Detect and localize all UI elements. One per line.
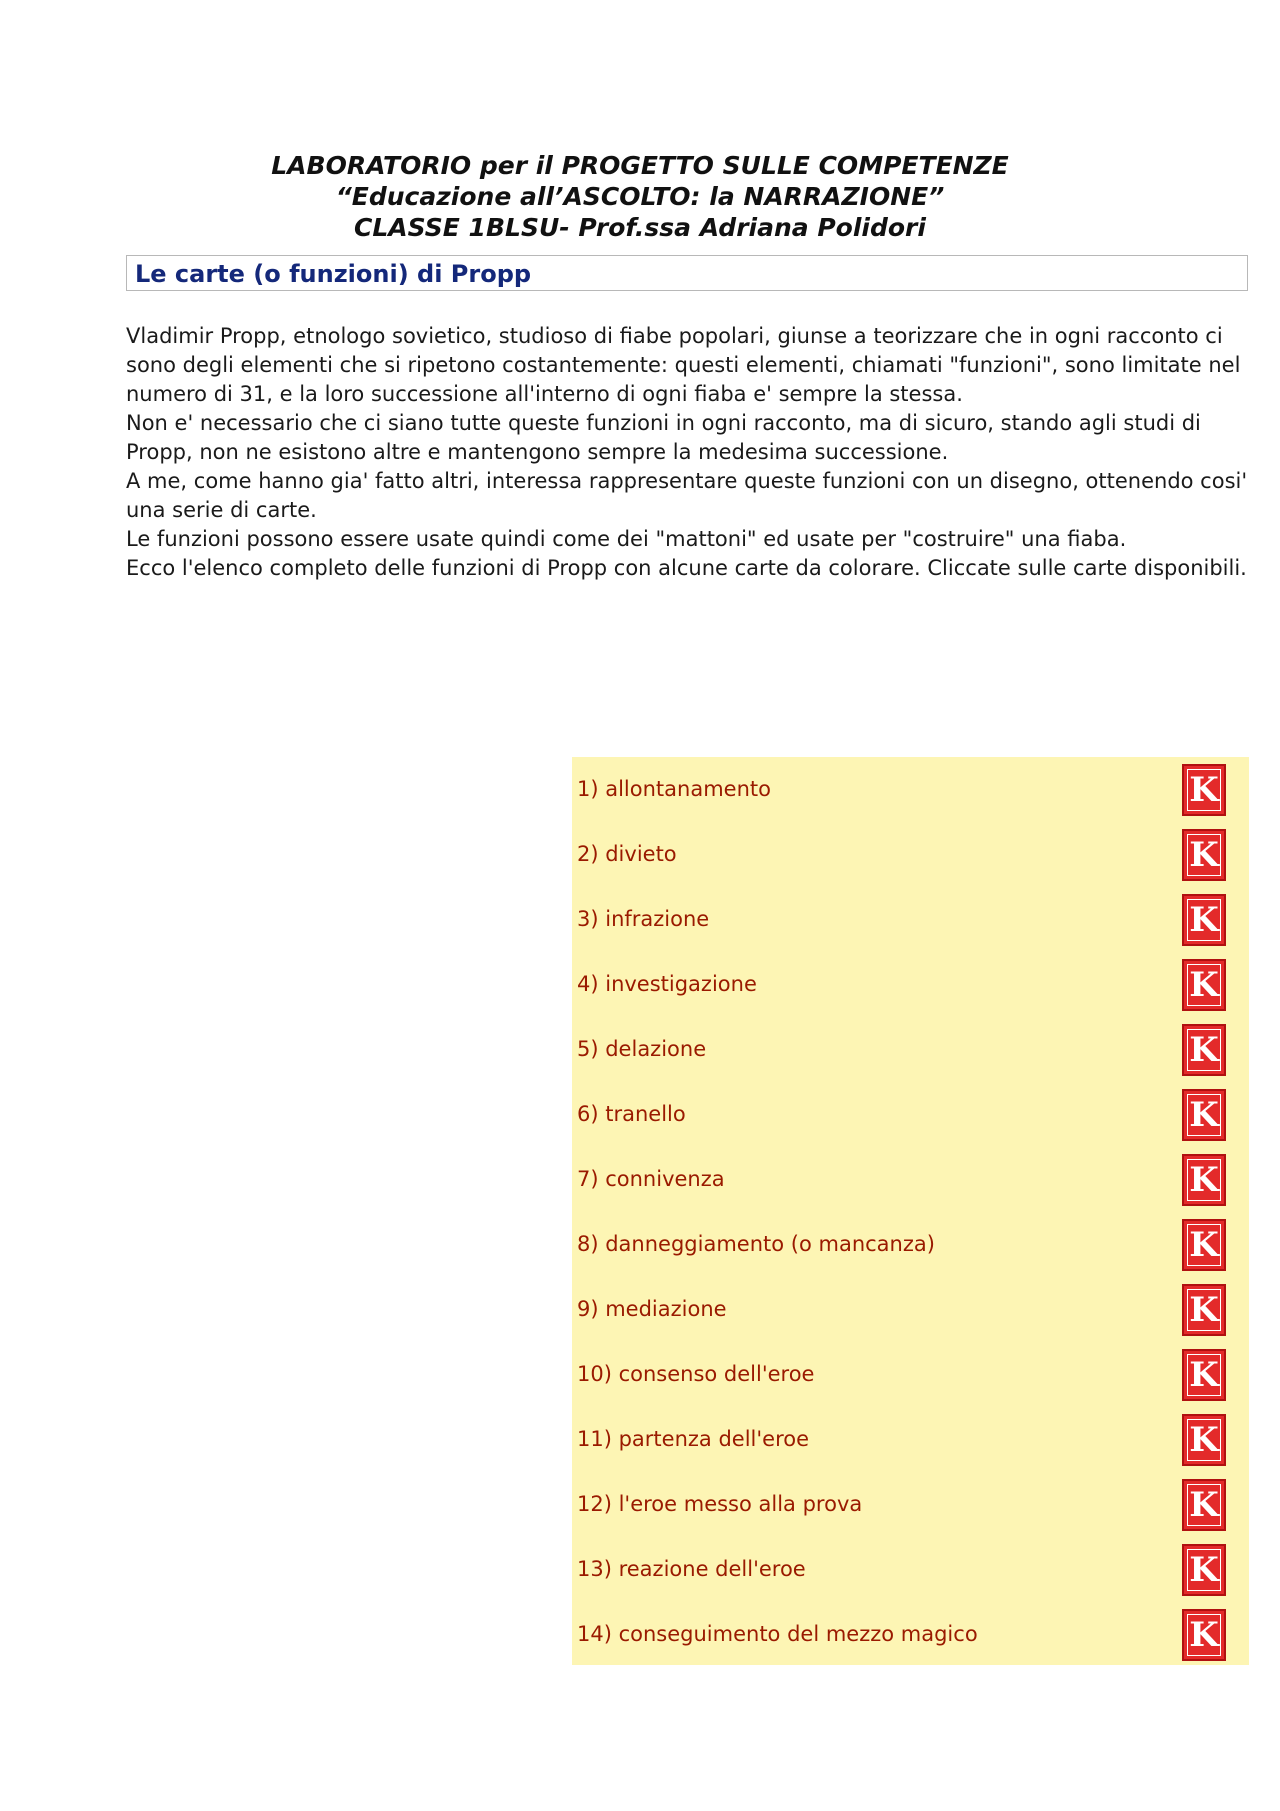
function-link[interactable]: 7) connivenza <box>577 1167 725 1191</box>
list-item <box>572 757 1249 822</box>
list-item <box>572 952 1249 1017</box>
intro-paragraph: Le funzioni possono essere usate quindi come dei "mattoni" ed usate per "costruire" una fiaba. <box>126 527 1127 551</box>
k-card-icon[interactable] <box>1182 1219 1226 1271</box>
k-card-glyph: K <box>1187 1419 1221 1461</box>
function-link[interactable]: 12) l'eroe messo alla prova <box>577 1492 863 1516</box>
k-card-glyph: K <box>1187 769 1221 811</box>
k-card-icon[interactable] <box>1182 1544 1226 1596</box>
page-header <box>0 150 1280 243</box>
intro-text <box>126 322 1251 583</box>
function-link[interactable]: 5) delazione <box>577 1037 707 1061</box>
section-title: Le carte (o funzioni) di Propp <box>135 260 532 288</box>
list-item <box>572 1537 1249 1602</box>
k-card-glyph: K <box>1187 1159 1221 1201</box>
function-link[interactable]: 4) investigazione <box>577 972 757 996</box>
list-item <box>572 1407 1249 1472</box>
function-link[interactable]: 10) consenso dell'eroe <box>577 1362 815 1386</box>
k-card-icon[interactable] <box>1182 1089 1226 1141</box>
function-link[interactable]: 13) reazione dell'eroe <box>577 1557 806 1581</box>
header-line-1: LABORATORIO per il PROGETTO SULLE COMPETENZE <box>271 151 1009 180</box>
k-card-icon[interactable] <box>1182 1479 1226 1531</box>
k-card-icon[interactable] <box>1182 829 1226 881</box>
k-card-icon[interactable] <box>1182 1024 1226 1076</box>
k-card-icon[interactable] <box>1182 764 1226 816</box>
k-card-glyph: K <box>1187 1549 1221 1591</box>
list-item <box>572 887 1249 952</box>
function-link[interactable]: 3) infrazione <box>577 907 710 931</box>
header-line-2: “Educazione all’ASCOLTO: la NARRAZIONE” <box>335 182 945 211</box>
list-item <box>572 1472 1249 1537</box>
k-card-glyph: K <box>1187 1094 1221 1136</box>
intro-paragraph: Vladimir Propp, etnologo sovietico, studioso di fiabe popolari, giunse a teorizzare che in ogni racconto ci sono degli elementi che si ripetono costantemente: questi elementi, chiamati "funzioni", sono limitate nel numero di 31, e la loro successione all'interno di ogni fiaba e' sempre la stessa. <box>126 324 1241 406</box>
list-item <box>572 822 1249 887</box>
function-link[interactable]: 9) mediazione <box>577 1297 727 1321</box>
k-card-glyph: K <box>1187 1614 1221 1656</box>
k-card-icon[interactable] <box>1182 1609 1226 1661</box>
k-card-icon[interactable] <box>1182 1349 1226 1401</box>
k-card-glyph: K <box>1187 1354 1221 1396</box>
intro-paragraph: Ecco l'elenco completo delle funzioni di Propp con alcune carte da colorare. Cliccate sulle carte disponibili. <box>126 556 1247 580</box>
k-card-glyph: K <box>1187 1484 1221 1526</box>
function-link[interactable]: 14) conseguimento del mezzo magico <box>577 1622 978 1646</box>
k-card-glyph: K <box>1187 964 1221 1006</box>
k-card-icon[interactable] <box>1182 894 1226 946</box>
function-link[interactable]: 6) tranello <box>577 1102 686 1126</box>
list-item <box>572 1082 1249 1147</box>
function-link[interactable]: 8) danneggiamento (o mancanza) <box>577 1232 935 1256</box>
k-card-glyph: K <box>1187 834 1221 876</box>
k-card-icon[interactable] <box>1182 1284 1226 1336</box>
list-item <box>572 1602 1249 1667</box>
intro-paragraph: Non e' necessario che ci siano tutte queste funzioni in ogni racconto, ma di sicuro, stando agli studi di Propp, non ne esistono altre e mantengono sempre la medesima successione. <box>126 411 1201 464</box>
k-card-icon[interactable] <box>1182 1414 1226 1466</box>
functions-list <box>572 757 1249 1665</box>
list-item <box>572 1342 1249 1407</box>
k-card-glyph: K <box>1187 899 1221 941</box>
function-link[interactable]: 2) divieto <box>577 842 677 866</box>
list-item <box>572 1017 1249 1082</box>
header-line-3: CLASSE 1BLSU- Prof.ssa Adriana Polidori <box>354 213 926 242</box>
intro-paragraph: A me, come hanno gia' fatto altri, interessa rappresentare queste funzioni con un disegno, ottenendo cosi' una serie di carte. <box>126 469 1248 522</box>
k-card-glyph: K <box>1187 1289 1221 1331</box>
section-heading-box <box>126 255 1248 291</box>
k-card-glyph: K <box>1187 1029 1221 1071</box>
k-card-icon[interactable] <box>1182 1154 1226 1206</box>
list-item <box>572 1212 1249 1277</box>
k-card-icon[interactable] <box>1182 959 1226 1011</box>
list-item <box>572 1277 1249 1342</box>
k-card-glyph: K <box>1187 1224 1221 1266</box>
list-item <box>572 1147 1249 1212</box>
function-link[interactable]: 11) partenza dell'eroe <box>577 1427 810 1451</box>
function-link[interactable]: 1) allontanamento <box>577 777 771 801</box>
